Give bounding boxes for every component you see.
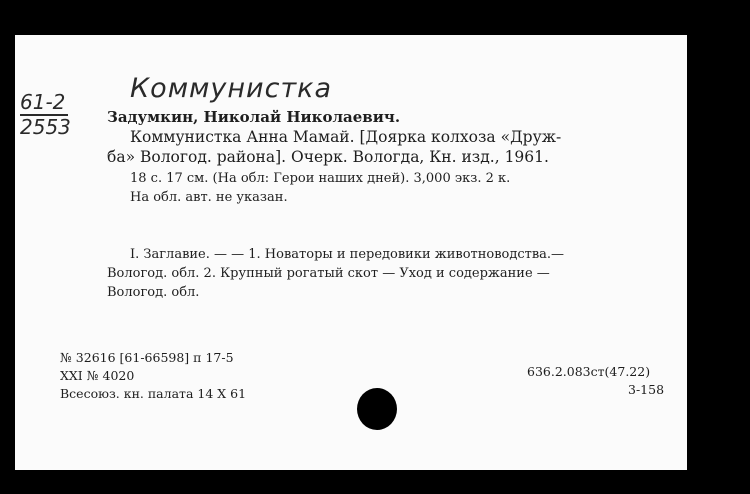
card-punch-hole [357, 388, 397, 430]
footer-series-number: XXI № 4020 [60, 368, 135, 383]
subject-line-3: Вологод. обл. [107, 285, 200, 300]
handwritten-call-number-top: 61-2 [20, 90, 66, 114]
subject-line-2: Вологод. обл. 2. Крупный рогатый скот — Уход и содержание — [107, 266, 550, 281]
author-heading: Задумкин, Николай Николаевич. [107, 108, 401, 126]
footer-registration-number: № 32616 [61-66598] п 17-5 [60, 350, 234, 365]
classification-code: 636.2.083ст(47.22) [527, 364, 651, 379]
handwritten-title: Коммунистка [130, 73, 333, 104]
physical-description-line-1: 18 с. 17 см. (На обл: Герои наших дней). 3,000 экз. 2 к. [130, 171, 511, 186]
title-line-2: ба» Вологод. района]. Очерк. Вологда, Кн. изд., 1961. [107, 148, 549, 166]
footer-publisher: Всесоюз. кн. палата 14 X 61 [60, 386, 247, 401]
handwritten-call-number-bottom: 2553 [20, 115, 71, 139]
author-mark: 3-158 [628, 382, 665, 397]
subject-line-1: I. Заглавие. — — 1. Новаторы и передовики животноводства.— [130, 247, 565, 262]
physical-description-line-2: На обл. авт. не указан. [130, 190, 288, 205]
title-line-1: Коммунистка Анна Мамай. [Доярка колхоза «Друж- [130, 128, 562, 146]
